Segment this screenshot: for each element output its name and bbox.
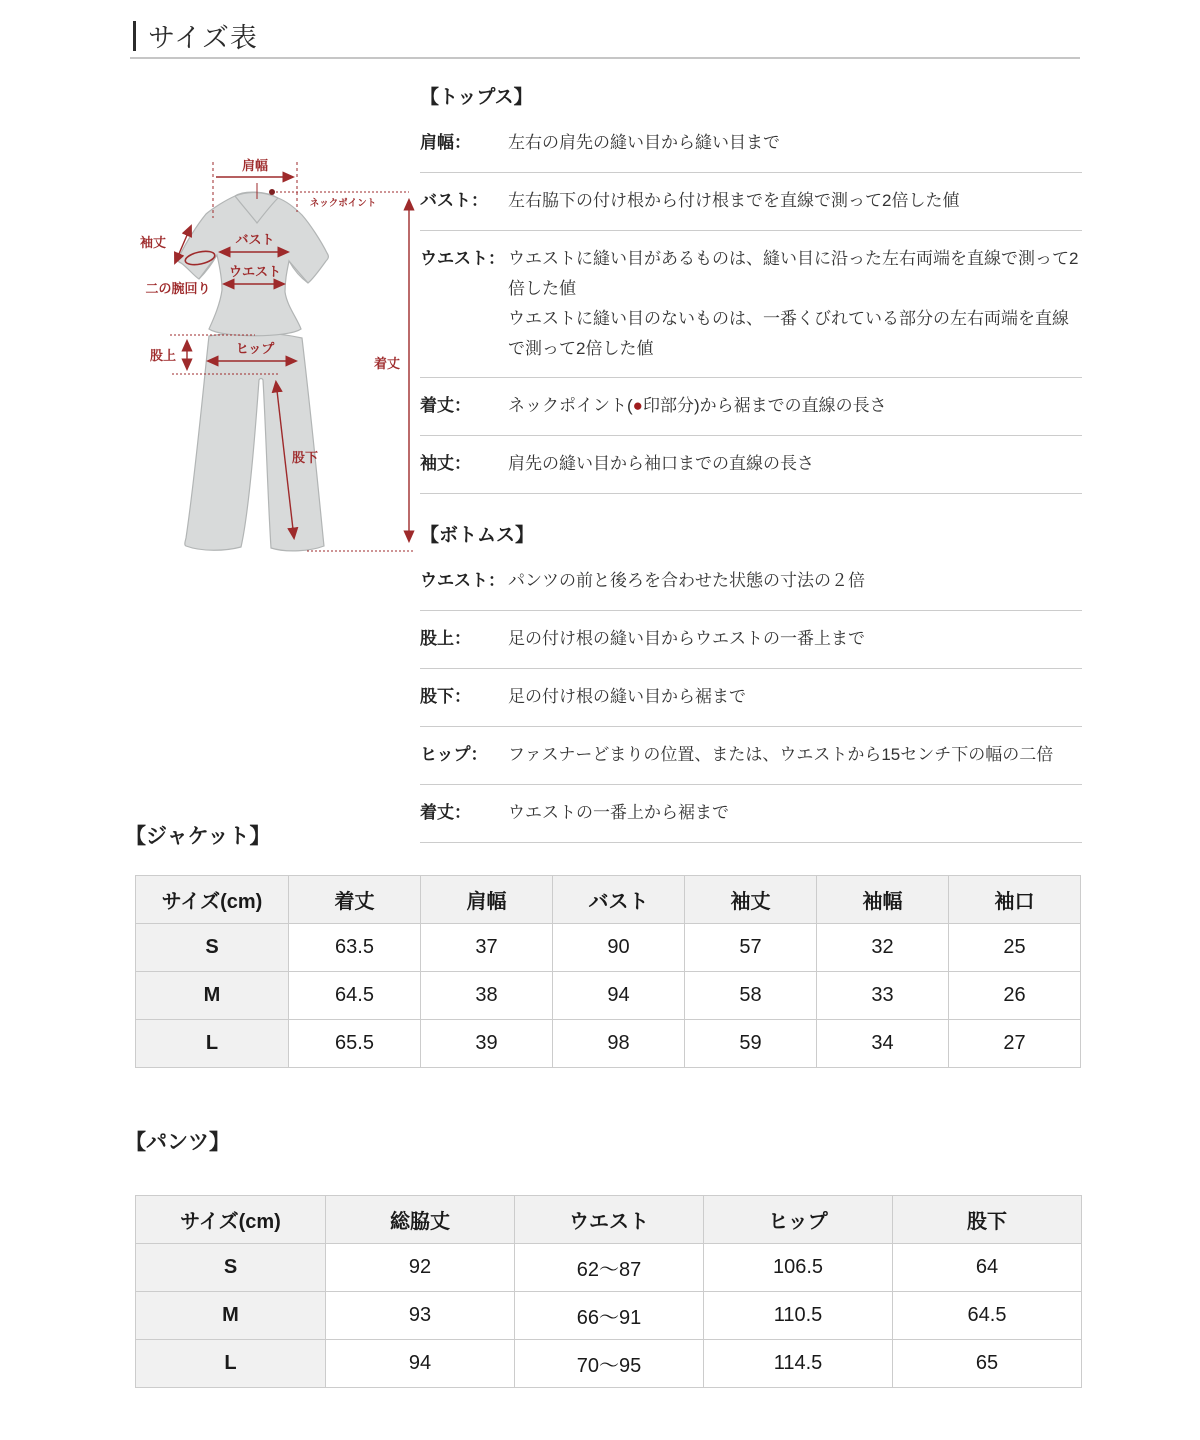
def-row-inseam bbox=[420, 669, 1082, 727]
cell: 94 bbox=[553, 972, 685, 1020]
cell: 33 bbox=[817, 972, 949, 1020]
cell: 114.5 bbox=[704, 1340, 893, 1388]
cell: 62～87 bbox=[515, 1244, 704, 1292]
cell: 26 bbox=[949, 972, 1081, 1020]
cell: 64.5 bbox=[893, 1292, 1082, 1340]
def-row-bust bbox=[420, 173, 1082, 231]
cell: 27 bbox=[949, 1020, 1081, 1068]
cell: 34 bbox=[817, 1020, 949, 1068]
cell: 64.5 bbox=[289, 972, 421, 1020]
def-term: 股上： bbox=[420, 629, 471, 649]
label-neck-point: ネックポイント bbox=[309, 198, 377, 209]
table-row bbox=[136, 924, 1081, 972]
desc-text: 印部分)から裾までの直線の長さ bbox=[642, 396, 887, 416]
size-label: M bbox=[136, 972, 289, 1020]
def-term: ウエスト： bbox=[420, 248, 505, 268]
def-row-length-top bbox=[420, 378, 1082, 436]
neckpoint-dot bbox=[269, 189, 275, 195]
cell: 64 bbox=[893, 1244, 1082, 1292]
label-bust: バスト bbox=[235, 232, 275, 247]
measurement-diagram bbox=[130, 140, 420, 580]
def-term: 着丈： bbox=[420, 802, 471, 822]
tops-section-heading: 【トップス】 bbox=[420, 87, 533, 108]
cell: 65 bbox=[893, 1340, 1082, 1388]
cell: 110.5 bbox=[704, 1292, 893, 1340]
cell: 58 bbox=[685, 972, 817, 1020]
def-desc-line1: ウエストに縫い目があるものは、縫い目に沿った左右両端を直線で測って2倍した値 bbox=[508, 248, 1079, 298]
jacket-header-row bbox=[136, 876, 1081, 924]
title-accent-bar bbox=[133, 21, 136, 51]
def-term: 肩幅： bbox=[420, 133, 471, 152]
label-upper-arm: 二の腕回り bbox=[145, 281, 211, 296]
size-label: M bbox=[136, 1292, 326, 1340]
col-header-waist: ウエスト bbox=[515, 1196, 704, 1244]
page-header bbox=[133, 16, 258, 55]
table-row bbox=[136, 972, 1081, 1020]
cell: 106.5 bbox=[704, 1244, 893, 1292]
label-rise: 股上 bbox=[149, 348, 177, 363]
col-header-length: 着丈 bbox=[289, 876, 421, 924]
jacket-size-table bbox=[135, 875, 1081, 1068]
def-desc: 足の付け根の縫い目から裾まで bbox=[508, 687, 746, 707]
def-desc-line2: ウエストに縫い目のないものは、一番くびれている部分の左右両端を直線で測って2倍した値 bbox=[508, 308, 1069, 358]
def-desc: ファスナーどまりの位置、または、ウエストから15センチ下の幅の二倍 bbox=[508, 744, 1054, 764]
cell: 32 bbox=[817, 924, 949, 972]
def-desc bbox=[508, 244, 1082, 364]
col-header-sleeve-length: 袖丈 bbox=[685, 876, 817, 924]
cell: 57 bbox=[685, 924, 817, 972]
def-desc: 足の付け根の縫い目からウエストの一番上まで bbox=[508, 629, 865, 649]
desc-text: ネックポイント( bbox=[508, 396, 633, 416]
label-hip: ヒップ bbox=[235, 341, 275, 356]
cell: 93 bbox=[326, 1292, 515, 1340]
pants-header-row bbox=[136, 1196, 1082, 1244]
cell: 94 bbox=[326, 1340, 515, 1388]
label-sleeve-length: 袖丈 bbox=[139, 235, 167, 250]
def-term: ウエスト： bbox=[420, 571, 505, 591]
header-divider bbox=[130, 57, 1080, 59]
size-label: S bbox=[136, 924, 289, 972]
cell: 59 bbox=[685, 1020, 817, 1068]
def-row-length-bottom bbox=[420, 785, 1082, 843]
col-header-shoulder: 肩幅 bbox=[421, 876, 553, 924]
col-header-size: サイズ(cm) bbox=[136, 876, 289, 924]
label-waist: ウエスト bbox=[228, 264, 282, 279]
col-header-hip: ヒップ bbox=[704, 1196, 893, 1244]
def-desc: 左右脇下の付け根から付け根までを直線で測って2倍した値 bbox=[508, 190, 960, 210]
col-header-sleeve-width: 袖幅 bbox=[817, 876, 949, 924]
cell: 70～95 bbox=[515, 1340, 704, 1388]
def-term: 着丈： bbox=[420, 396, 471, 416]
def-desc bbox=[508, 391, 1082, 421]
measurement-definitions bbox=[420, 82, 1082, 843]
def-row-waist-bottom bbox=[420, 553, 1082, 611]
cell: 25 bbox=[949, 924, 1081, 972]
table-row bbox=[136, 1020, 1081, 1068]
size-label: L bbox=[136, 1340, 326, 1388]
def-row-rise bbox=[420, 611, 1082, 669]
def-term: ヒップ： bbox=[420, 744, 488, 764]
cell: 98 bbox=[553, 1020, 685, 1068]
garment-diagram-svg bbox=[130, 140, 420, 580]
pants-size-table bbox=[135, 1195, 1082, 1388]
def-row-shoulder bbox=[420, 115, 1082, 173]
cell: 65.5 bbox=[289, 1020, 421, 1068]
label-inseam: 股下 bbox=[291, 450, 319, 465]
pants-heading: 【パンツ】 bbox=[125, 1131, 230, 1154]
cell: 39 bbox=[421, 1020, 553, 1068]
col-header-bust: バスト bbox=[553, 876, 685, 924]
size-label: L bbox=[136, 1020, 289, 1068]
cell: 66～91 bbox=[515, 1292, 704, 1340]
label-length: 着丈 bbox=[373, 356, 401, 371]
def-row-sleeve bbox=[420, 436, 1082, 494]
def-desc: 左右の肩先の縫い目から縫い目まで bbox=[508, 133, 780, 152]
def-row-hip bbox=[420, 727, 1082, 785]
def-desc: ウエストの一番上から裾まで bbox=[508, 802, 729, 822]
size-label: S bbox=[136, 1244, 326, 1292]
def-desc: パンツの前と後ろを合わせた状態の寸法の２倍 bbox=[508, 571, 865, 591]
def-desc: 肩先の縫い目から袖口までの直線の長さ bbox=[508, 454, 814, 474]
page-title: サイズ表 bbox=[148, 23, 258, 53]
cell: 63.5 bbox=[289, 924, 421, 972]
table-row bbox=[136, 1244, 1082, 1292]
col-header-side-length: 総脇丈 bbox=[326, 1196, 515, 1244]
col-header-cuff: 袖口 bbox=[949, 876, 1081, 924]
cell: 90 bbox=[553, 924, 685, 972]
pants-outline bbox=[185, 332, 324, 550]
jacket-heading: 【ジャケット】 bbox=[125, 825, 271, 848]
col-header-size: サイズ(cm) bbox=[136, 1196, 326, 1244]
cell: 37 bbox=[421, 924, 553, 972]
neckpoint-dot-glyph: ● bbox=[632, 396, 643, 416]
cell: 38 bbox=[421, 972, 553, 1020]
def-term: 袖丈： bbox=[420, 454, 471, 474]
table-row bbox=[136, 1292, 1082, 1340]
def-row-waist-top bbox=[420, 231, 1082, 379]
def-term: バスト： bbox=[420, 190, 488, 210]
def-term: 股下： bbox=[420, 687, 471, 707]
col-header-inseam: 股下 bbox=[893, 1196, 1082, 1244]
cell: 92 bbox=[326, 1244, 515, 1292]
label-shoulder-width: 肩幅 bbox=[241, 158, 269, 173]
bottoms-section-heading: 【ボトムス】 bbox=[420, 525, 535, 547]
table-row bbox=[136, 1340, 1082, 1388]
